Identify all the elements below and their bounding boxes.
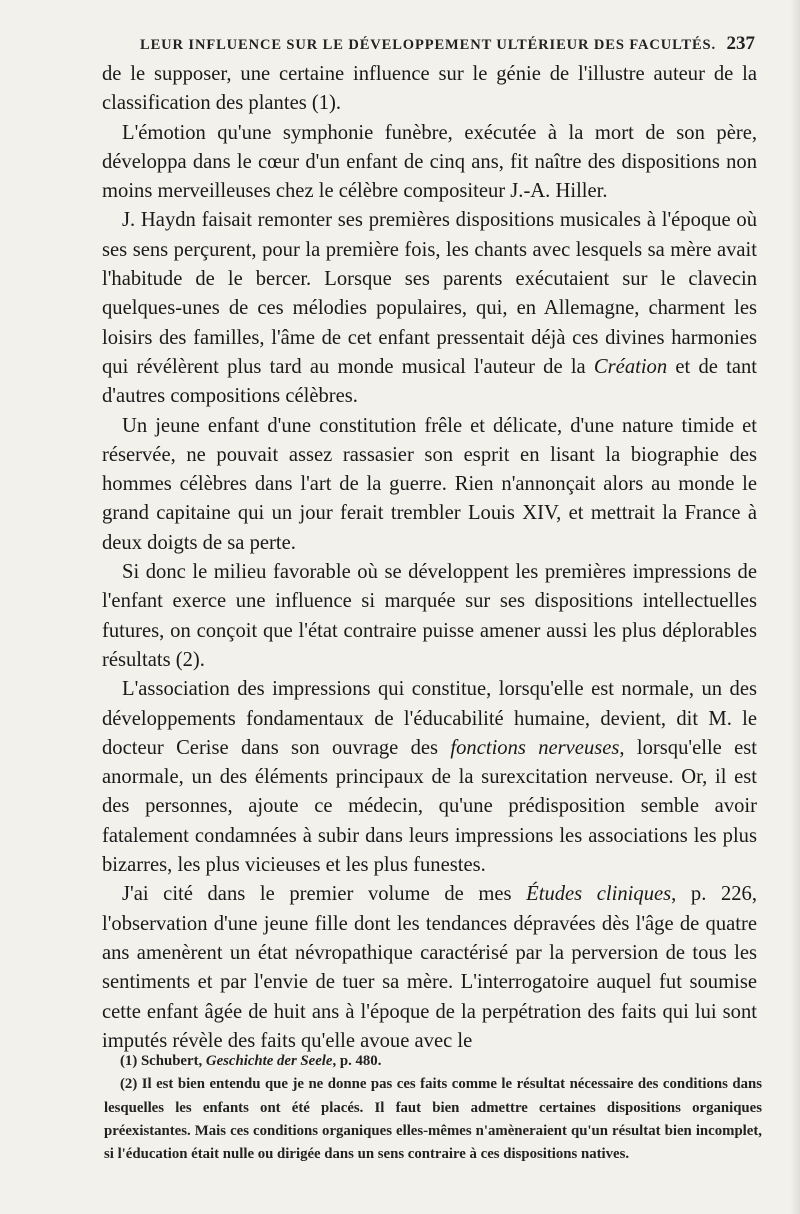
paragraph-3-text: J. Haydn faisait remonter ses premières dispositions musicales à l'époque où ses sens perçurent, pour la première fois, les chants avec lesquels sa mère avait l'habitude de le bercer. Lorsque ses parents exécutaient sur le clavecin quelques-unes de ces mélodies populaires, qui, en Allemagne, charment les loisirs des familles, l'âme de cet enfant pressentait déjà ces divines harmonies qui révélèrent plus tard au monde musical l'auteur de la — [102, 209, 757, 378]
footnote-1-italic-title: Geschichte der Seele — [205, 1053, 333, 1069]
main-text — [102, 60, 757, 1056]
scan-edge-shadow — [790, 0, 800, 1214]
footnote-2-text: (2) Il est bien entendu que je ne donne pas ces faits comme le résultat nécessaire des conditions dans lesquelles les enfants ont été placés. Il faut bien admettre certaines dispositions organiques préexistantes. Mais ces conditions organiques elles-mêmes n'amèneraient qu'un résultat bien incomplet, si l'éducation était nulle ou dirigée dans un sens contraire à ces dispositions natives. — [104, 1076, 762, 1163]
paragraph-3-text-end: et de tant d'autres compositions célèbres. — [102, 355, 757, 408]
page-number: 237 — [726, 33, 755, 54]
paragraph-3 — [102, 206, 757, 411]
page-header — [140, 33, 755, 55]
paragraph-6-text: L'association des impressions qui constitue, lorsqu'elle est normale, un des développements fondamentaux de l'éducabilité humaine, devient, dit M. le docteur Cerise dans son ouvrage des — [102, 678, 757, 759]
footnote-1 — [104, 1050, 762, 1073]
paragraph-2-text: L'émotion qu'une symphonie funèbre, exécutée à la mort de son père, développa dans le cœur d'un enfant de cinq ans, fit naître des dispositions non moins merveilleuses chez le célèbre compositeur J.-A. Hiller. — [102, 121, 757, 203]
paragraph-2 — [102, 119, 757, 207]
paragraph-6 — [102, 675, 757, 880]
paragraph-3-italic-title: Création — [593, 355, 668, 378]
paragraph-7 — [102, 880, 757, 1056]
paragraph-5 — [102, 558, 757, 675]
running-head: LEUR INFLUENCE SUR LE DÉVELOPPEMENT ULTÉRIEUR DES FACULTÉS. — [140, 37, 717, 53]
paragraph-7-text: J'ai cité dans le premier volume de mes — [122, 883, 527, 906]
footnote-1-text: (1) Schubert, — [120, 1053, 206, 1069]
paragraph-1 — [102, 60, 757, 119]
footnotes — [104, 1050, 762, 1166]
paragraph-7-text-end: , p. 226, l'observation d'une jeune fille dont les tendances dépravées dès l'âge de quatre ans amenèrent un état névropathique caractérisé par la perversion de tous les sentiments et par l'envie de tuer sa mère. L'interrogatoire auquel fut soumise cette enfant âgée de huit ans à l'époque de la perpétration des faits qui lui sont imputés révèle des faits qu'elle avoue avec le — [102, 883, 757, 1052]
footnote-1-text-end: , p. 480. — [332, 1053, 382, 1069]
paragraph-5-text: Si donc le milieu favorable où se développent les premières impressions de l'enfant exerce une influence si marquée sur ses dispositions intellectuelles futures, on conçoit que l'état contraire puisse amener aussi les plus déplorables résultats (2). — [102, 561, 757, 671]
paragraph-7-italic-title: Études cliniques — [526, 883, 672, 906]
paragraph-6-italic-title: fonctions nerveuses — [450, 736, 620, 759]
paragraph-6-text-end: , lorsqu'elle est anormale, un des éléments principaux de la surexcitation nerveuse. Or, il est des personnes, ajoute ce médecin, qu'une prédisposition semble avoir fatalement condamnées à subir dans leurs impressions les associations les plus bizarres, les plus vicieuses et les plus funestes. — [102, 736, 757, 877]
paragraph-1-text: de le supposer, une certaine influence sur le génie de l'illustre auteur de la classification des plantes (1). — [102, 63, 757, 115]
footnote-2 — [104, 1073, 762, 1166]
paragraph-4-text: Un jeune enfant d'une constitution frêle et délicate, d'une nature timide et réservée, ne pouvait assez rassasier son esprit en lisant la biographie des hommes célèbres dans l'art de la guerre. Rien n'annonçait alors au monde le grand capitaine qui un jour ferait trembler Louis XIV, et mettrait la France à deux doigts de sa perte. — [102, 414, 757, 554]
paragraph-4 — [102, 412, 757, 558]
